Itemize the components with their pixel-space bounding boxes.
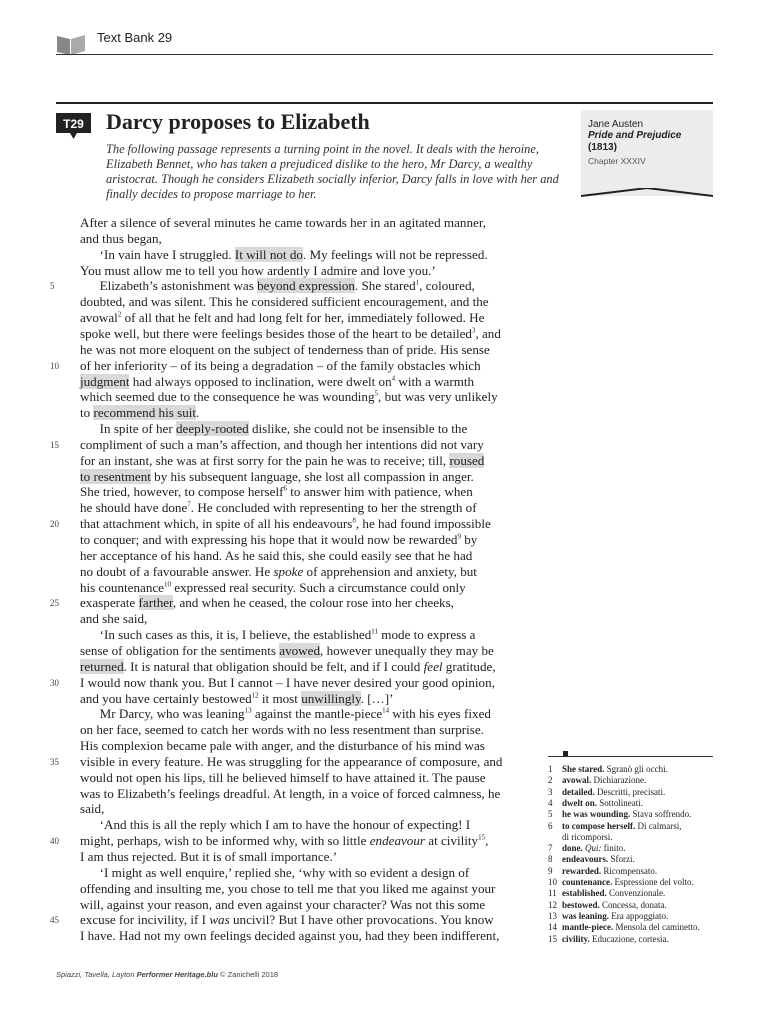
text-run: ‘I might as well enquire,’ replied she, ‘why with so evident a design of (80, 864, 470, 880)
text-run: said, (80, 801, 105, 817)
passage-line (80, 247, 488, 263)
highlighted-phrase: beyond expression (257, 278, 355, 294)
passage-line (80, 833, 488, 849)
page-header-title: Text Bank 29 (97, 30, 173, 45)
glossary-item (548, 911, 668, 921)
glossary-term: to compose herself. (562, 820, 636, 831)
line-number: 35 (50, 756, 59, 767)
text-run: was to Elizabeth’s feelings dreadful. At length, in a voice of forced calmness, he (80, 785, 501, 801)
line-number: 30 (50, 677, 59, 688)
footnote-ref: 3 (471, 326, 476, 335)
glossary-term: rewarded. (562, 865, 602, 876)
text-run: and you have certainly bestowed (80, 690, 252, 706)
section-title: Darcy proposes to Elizabeth (106, 109, 370, 134)
glossary-item (548, 877, 694, 887)
passage-line (80, 738, 485, 754)
glossary-item (548, 809, 691, 819)
glossary-term: done. (562, 843, 583, 854)
passage-line (80, 342, 490, 358)
highlighted-phrase: roused (449, 452, 485, 468)
glossary-number: 10 (548, 877, 557, 887)
highlighted-phrase: judgment (80, 373, 130, 389)
passage-line (80, 912, 494, 928)
footnote-ref: 6 (283, 485, 287, 494)
text-run: uncivil? But I have other provocations. You know (229, 912, 494, 928)
highlighted-phrase: recommend his suit (93, 405, 197, 421)
glossary-term: was leaning. (562, 910, 610, 921)
text-run: I would now thank you. But I cannot – I have never desired your good opinion, (80, 674, 495, 690)
glossary-definition: Convenzionale. (609, 888, 666, 899)
passage-line (80, 817, 470, 833)
passage-line (80, 897, 485, 913)
glossary-definition: Sforzi. (610, 854, 635, 865)
text-run: doubted, and was silent. This he considered sufficient encouragement, and the (80, 294, 489, 310)
highlighted-phrase: unwillingly (301, 690, 361, 706)
footnote-ref: 5 (374, 389, 379, 398)
text-run: of apprehension and anxiety, but (303, 563, 477, 579)
passage-line (80, 484, 473, 500)
glossary-item (548, 798, 643, 808)
passage-line (80, 611, 147, 627)
text-run: . He concluded with representing to her the strength of (190, 500, 477, 516)
glossary-number: 15 (548, 933, 557, 944)
glossary-item (548, 764, 668, 774)
passage-line (80, 691, 393, 707)
line-number: 10 (50, 360, 59, 371)
glossary-item (548, 888, 665, 898)
glossary-number: 6 (548, 820, 553, 831)
text-run: against the mantle-piece (251, 706, 383, 722)
glossary-term: mantle-piece. (562, 922, 614, 933)
highlighted-phrase: avowed (279, 642, 321, 658)
passage-line (80, 469, 474, 485)
footnote-ref: 14 (382, 706, 390, 715)
glossary-number: 14 (548, 922, 557, 933)
passage-line (80, 627, 475, 643)
glossary-definition: di ricomporsi. (562, 831, 613, 842)
text-run: , he had found impossible (355, 516, 491, 532)
glossary-number: 11 (548, 888, 557, 899)
passage-line (80, 263, 436, 279)
footnote-ref: 13 (244, 706, 252, 715)
glossary-definition: Stava soffrendo. (632, 809, 692, 820)
glossary-definition: Dichiarazione. (593, 775, 647, 786)
passage-line (80, 643, 494, 659)
text-run: no doubt of a favourable answer. He (80, 563, 274, 579)
glossary-term: established. (562, 888, 607, 899)
text-run: which seemed due to the consequence he was wounding (80, 389, 375, 405)
glossary-item (548, 934, 669, 944)
passage-line (80, 278, 475, 294)
italic-word: endeavour (369, 833, 425, 849)
line-number: 25 (50, 598, 59, 609)
highlighted-phrase: to resentment (80, 468, 151, 484)
footnote-ref: 12 (251, 691, 259, 700)
footer-book-title: Performer Heritage.blu (136, 970, 218, 979)
passage-line (80, 659, 496, 675)
glossary-definition: Ricompensato. (603, 865, 658, 876)
text-run: excuse for incivility, if I (80, 912, 210, 928)
section-intro: The following passage represents a turning point in the novel. It deals with the heroine, Elizabeth Bennet, who has taken a prejudiced dislike to the hero, Mr Darcy, a wealthy aristocrat. Though he considers Elizabeth socially inferior, Darcy falls in love with her and finally decides to propose marriage to her. (106, 142, 559, 201)
passage-line (80, 865, 469, 881)
passage-line (80, 580, 466, 596)
text-run: . (196, 405, 200, 421)
highlighted-phrase: deeply-rooted (176, 421, 249, 437)
text-run: of all that he felt and had long felt for her, immediately followed. He (121, 310, 485, 326)
passage-line (80, 310, 484, 326)
text-run: Mr Darcy, who was leaning (80, 706, 245, 722)
glossary-item (548, 787, 665, 797)
text-run: her acceptance of his hand. As he said this, she could easily see that he had (80, 547, 473, 563)
glossary-term: civility. (562, 933, 590, 944)
footnote-ref: 4 (391, 374, 396, 383)
text-run: , however unequally they may be (320, 642, 494, 658)
text-run: spoke well, but there were feelings besides those of the heart to be detailed (80, 325, 472, 341)
text-run: His complexion became pale with anger, and the disturbance of his mind was (80, 738, 485, 754)
text-run: and she said, (80, 611, 148, 627)
text-run: ‘In vain have I struggled. (80, 246, 235, 262)
glossary-divider (548, 756, 713, 757)
line-number: 20 (50, 519, 59, 530)
text-run: he was not more eloquent on the subject of tenderness than of pride. His sense (80, 341, 490, 357)
text-run: offending and insulting me, you chose to tell me that you liked me against your (80, 880, 496, 896)
text-run: gratitude, (442, 658, 496, 674)
source-author: Jane Austen (588, 119, 644, 130)
passage-line (80, 326, 501, 342)
text-run: Elizabeth’s astonishment was (80, 278, 258, 294)
glossary-number: 8 (548, 854, 553, 865)
line-number: 15 (50, 439, 59, 450)
text-run: expressed real security. Such a circumstance could only (170, 579, 466, 595)
text-run: She tried, however, to compose herself (80, 484, 284, 500)
passage-line (80, 215, 486, 231)
text-run: , but was very unlikely (378, 389, 498, 405)
highlighted-phrase: It will not do (234, 246, 303, 262)
italic-word: was (209, 912, 230, 928)
source-chapter: Chapter XXXIV (588, 156, 646, 166)
passage-line (80, 754, 502, 770)
glossary-item (548, 900, 667, 910)
glossary-term: he was wounding. (562, 809, 631, 820)
glossary-definition: Concessa, donata. (602, 899, 667, 910)
text-run: ‘In such cases as this, it is, I believe, the established (80, 627, 372, 643)
glossary-definition: Era appoggiato. (611, 910, 669, 921)
passage-line (80, 389, 498, 405)
text-run: , and when he ceased, the colour rose into her cheeks, (172, 595, 454, 611)
glossary-number: 2 (548, 775, 553, 786)
text-run: that attachment which, in spite of all his endeavours (80, 516, 353, 532)
glossary-definition: Mensola del caminetto. (615, 922, 700, 933)
text-run: sense of obligation for the sentiments (80, 642, 280, 658)
footnote-ref: 10 (163, 580, 171, 589)
glossary-term: avowal. (562, 775, 592, 786)
text-run: would not open his lips, till he believed himself to have attained it. The pause (80, 769, 486, 785)
passage-line (80, 849, 337, 865)
glossary-item (548, 922, 700, 932)
passage-line (80, 801, 104, 817)
text-run: to (80, 405, 94, 421)
glossary-number: 7 (548, 843, 553, 854)
text-badge-label: T29 (63, 117, 84, 131)
passage-line (80, 722, 484, 738)
highlighted-phrase: returned (80, 658, 124, 674)
source-work-title: Pride and Prejudice (588, 130, 682, 141)
passage-line (80, 358, 481, 374)
text-run: will, against your reason, and even against your character? Was not this some (80, 896, 486, 912)
glossary-number: 3 (548, 786, 553, 797)
text-run: on her face, seemed to catch her words with no less resentment than surprise. (80, 722, 484, 738)
source-year: (1813) (588, 142, 617, 153)
glossary-definition: Sgranò gli occhi. (606, 764, 668, 774)
header-divider (56, 54, 713, 55)
glossary-number: 1 (548, 764, 553, 774)
text-run: , (485, 833, 489, 849)
glossary-item (548, 775, 646, 785)
text-run: at civility (425, 833, 479, 849)
text-run: After a silence of several minutes he came towards her in an agitated manner, (80, 215, 486, 230)
text-run: might, perhaps, wish to be informed why, with so little (80, 833, 370, 849)
text-run: . It is natural that obligation should be felt, and if I could (123, 658, 424, 674)
text-run: visible in every feature. He was struggling for the appearance of composure, and (80, 753, 503, 769)
text-run: by his subsequent language, she lost all compassion in anger. (150, 468, 474, 484)
passage-line (80, 532, 477, 548)
footnote-ref: 15 (478, 833, 486, 842)
footer-authors: Spiazzi, Tavella, Layton (56, 970, 135, 979)
passage-line (80, 881, 495, 897)
footnote-ref: 2 (117, 310, 122, 319)
glossary-item (548, 821, 681, 831)
footnote-ref: 7 (187, 500, 191, 509)
glossary-definition: Educazione, cortesia. (592, 933, 669, 944)
glossary-number: 13 (548, 910, 557, 921)
passage-line (80, 564, 477, 580)
passage-line (80, 294, 489, 310)
text-run: exasperate (80, 595, 139, 611)
glossary-term: detailed. (562, 786, 595, 797)
passage-line (80, 595, 454, 611)
text-run: I am thus rejected. But it is of small importance.’ (80, 849, 338, 864)
glossary-number: 4 (548, 797, 553, 808)
passage-line (80, 675, 495, 691)
glossary-term: dwelt on. (562, 797, 598, 808)
text-run: to conquer; and with expressing his hope that it would now be rewarded (80, 532, 458, 547)
passage-line (80, 706, 491, 722)
glossary-definition: Espressione del volto. (614, 877, 694, 887)
footnote-ref: 8 (352, 516, 356, 525)
passage-line (80, 405, 199, 421)
glossary-definition: Qui: finito. (585, 843, 626, 854)
line-number: 45 (50, 915, 59, 926)
passage-line (80, 516, 491, 532)
text-run: . My feelings will not be repressed. (302, 246, 488, 262)
text-run: for an instant, she was at first sorry for the pain he was to receive; till, (80, 452, 450, 468)
passage-line (80, 770, 486, 786)
passage-line (80, 500, 477, 516)
glossary-term: She stared. (562, 764, 605, 774)
book-icon (56, 33, 86, 55)
passage-line (80, 786, 500, 802)
glossary-item (548, 866, 657, 876)
text-run: with his eyes fixed (389, 706, 491, 722)
text-run: and thus began, (80, 230, 162, 246)
passage-line (80, 231, 162, 247)
glossary-term: countenance. (562, 877, 613, 887)
glossary-definition: Descritti, precisati. (597, 786, 666, 797)
glossary-definition: Sottolineati. (599, 797, 644, 808)
glossary-number: 9 (548, 865, 553, 876)
glossary-number: 5 (548, 809, 553, 820)
info-box-bottom-border (581, 188, 713, 202)
passage-line (80, 548, 472, 564)
text-run: avowal (80, 310, 118, 326)
text-run: dislike, she could not be insensible to the (248, 421, 468, 437)
italic-word: feel (423, 658, 443, 674)
glossary-item (548, 843, 626, 853)
text-run: In spite of her (80, 421, 176, 437)
footnote-ref: 1 (415, 279, 420, 288)
line-number: 40 (50, 836, 59, 847)
footnote-ref: 9 (457, 532, 461, 541)
text-run: compliment of such a man’s affection, and though her intentions did not vary (80, 436, 484, 452)
text-run: , and (475, 325, 501, 341)
text-run: You must allow me to tell you how ardently I admire and love you.’ (80, 262, 436, 278)
section-divider (56, 102, 713, 104)
text-run: , coloured, (419, 278, 475, 294)
glossary-item (548, 832, 613, 842)
line-number: 5 (50, 281, 55, 292)
text-run: he should have done (80, 500, 188, 516)
footer-copyright: © Zanichelli 2018 (220, 970, 279, 979)
passage-line (80, 453, 484, 469)
text-run: had always opposed to inclination, were dwelt on (129, 373, 392, 389)
text-run: of her inferiority – of its being a degradation – of the family obstacles which (80, 357, 481, 373)
highlighted-phrase: farther (138, 595, 173, 611)
text-run: it most (258, 690, 302, 706)
text-run: ‘And this is all the reply which I am to have the honour of expecting! I (80, 817, 471, 833)
glossary-item (548, 854, 635, 864)
passage-line (80, 928, 499, 944)
text-run: . […]’ (360, 690, 394, 706)
text-run: to answer him with patience, when (286, 484, 473, 500)
page-footer (56, 970, 278, 979)
glossary-definition: Di calmarsi, (637, 820, 682, 831)
text-run: by (460, 532, 478, 547)
text-run: with a warmth (395, 373, 475, 389)
footnote-ref: 11 (371, 627, 379, 636)
text-run: . She stared (354, 278, 416, 294)
italic-word: spoke (273, 563, 304, 579)
passage-line (80, 421, 467, 437)
glossary-term: bestowed. (562, 899, 600, 910)
text-run: I have. Had not my own feelings decided against you, had they been indifferent, (80, 928, 500, 944)
text-run: mode to express a (378, 627, 476, 643)
glossary-number: 12 (548, 899, 557, 910)
passage-line (80, 437, 484, 453)
passage-line (80, 374, 474, 390)
text-run: his countenance (80, 579, 164, 595)
glossary-term: endeavours. (562, 854, 609, 865)
